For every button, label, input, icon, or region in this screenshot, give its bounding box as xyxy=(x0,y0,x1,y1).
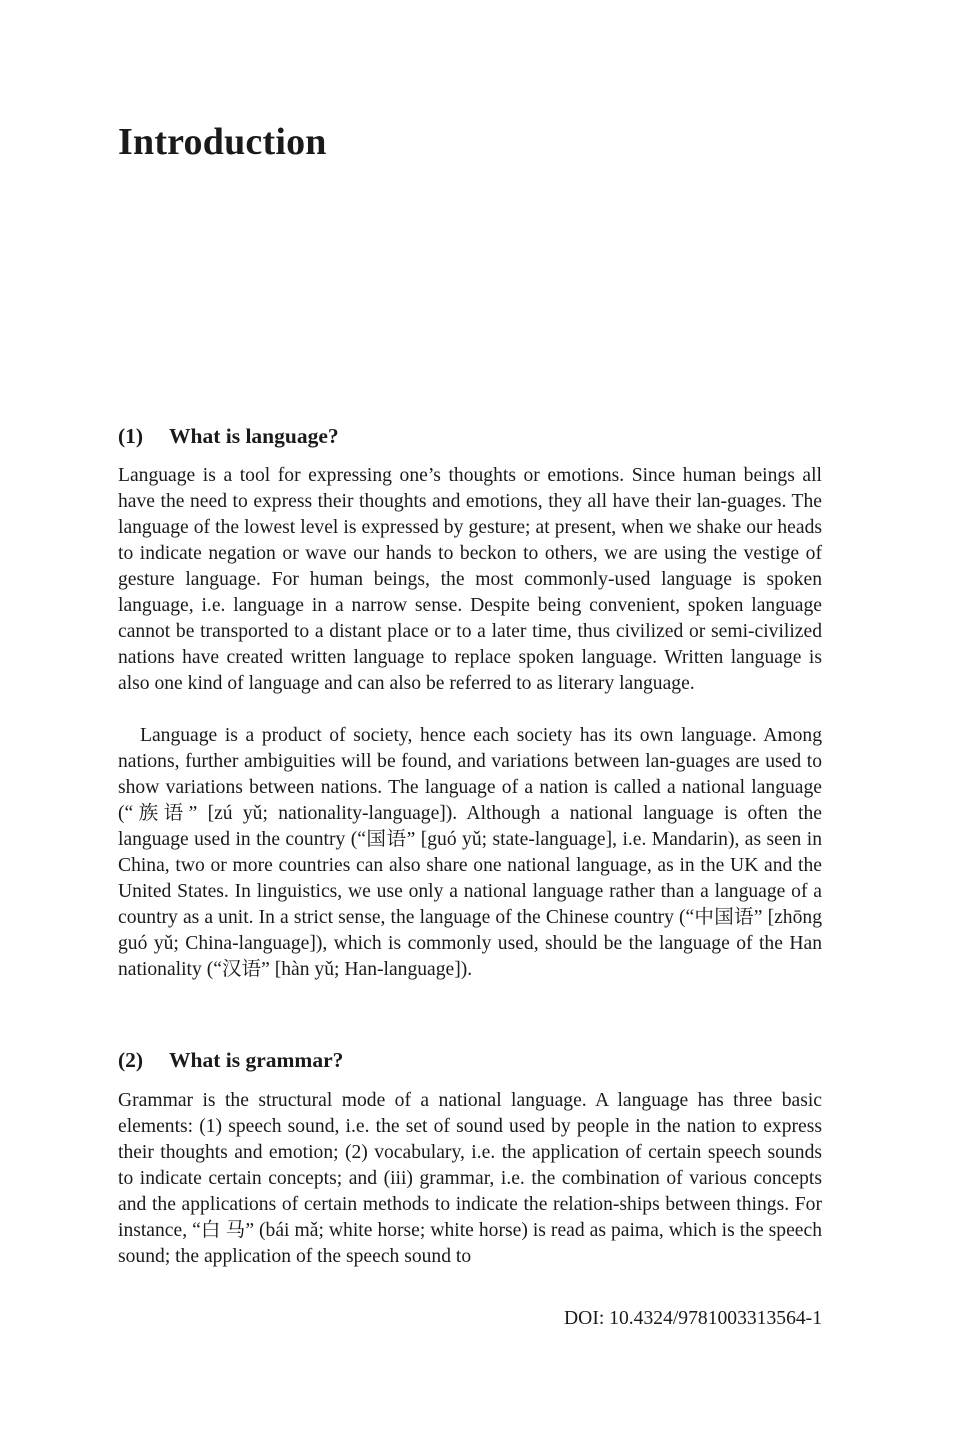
section-title: What is language? xyxy=(169,424,339,448)
chapter-title: Introduction xyxy=(118,121,327,163)
section-number: (1) xyxy=(118,424,144,448)
section-heading-1 xyxy=(118,424,339,449)
doi-footer: DOI: 10.4324/9781003313564-1 xyxy=(564,1308,822,1329)
paragraph: Language is a tool for expressing one’s thoughts or emotions. Since human beings all have the need to express their thoughts and emotions, they all have their lan-guages. The language of the lowest level is expressed by gesture; at present, when we shake our heads to indicate negation or wave our hands to beckon to others, we are using the vestige of gesture language. For human beings, the most commonly-used language is spoken language, i.e. language in a narrow sense. Despite being convenient, spoken language cannot be transported to a distant place or to a later time, thus civilized or semi-civilized nations have created written language to replace spoken language. Written language is also one kind of language and can also be referred to as literary language. xyxy=(118,465,822,694)
section-number: (2) xyxy=(118,1048,144,1072)
paragraph: Language is a product of society, hence each society has its own language. Among nations, further ambiguities will be found, and variations between lan-guages are used to show variations between nations. The language of a nation is called a national language (“族语” [zú yǔ; nationality-language]). Although a national language is often the language used in the country (“国语” [guó yǔ; state-language], i.e. Mandarin), as seen in China, two or more countries can also share one national language, as in the UK and the United States. In linguistics, we use only a national language rather than a language of a country as a unit. In a strict sense, the language of the Chinese country (“中国语” [zhōng guó yǔ; China-language]), which is commonly used, should be the language of the Han nationality (“汉语” [hàn yǔ; Han-language]). xyxy=(118,725,822,980)
paragraph: Grammar is the structural mode of a national language. A language has three basic elements: (1) speech sound, i.e. the set of sound used by people in the nation to express their thoughts and emotion; (2) vocabulary, i.e. the application of certain speech sounds to indicate certain concepts; and (iii) grammar, i.e. the combination of various concepts and the applications of certain methods to indicate the relation-ships between things. For instance, “白 马” (bái mǎ; white horse; white horse) is read as paima, which is the speech sound; the application of the speech sound to xyxy=(118,1090,822,1267)
section-heading-2 xyxy=(118,1048,343,1073)
section-title: What is grammar? xyxy=(169,1048,344,1072)
